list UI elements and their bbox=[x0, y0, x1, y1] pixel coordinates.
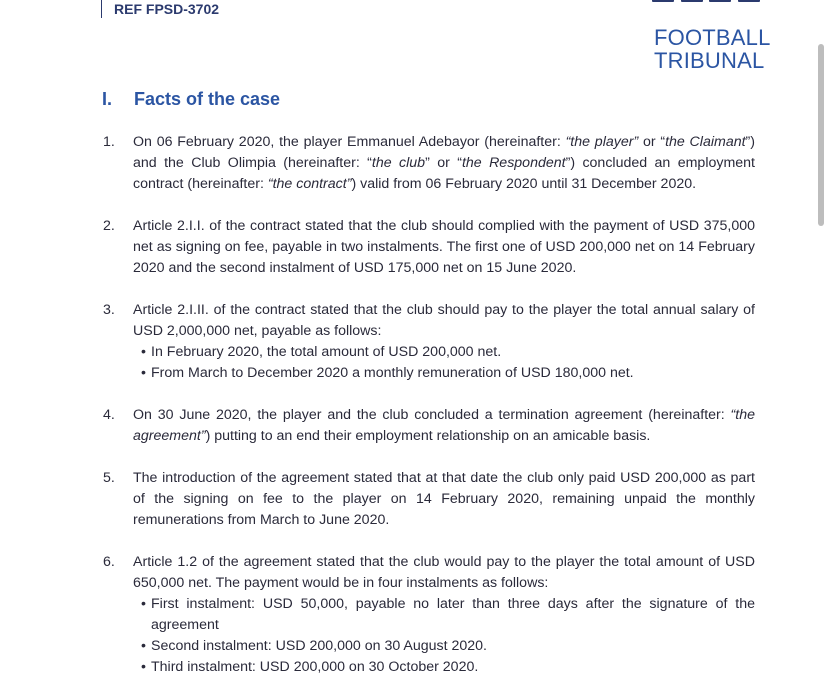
bullet-text: Third instalment: USD 200,000 on 30 October 2020. bbox=[151, 659, 479, 675]
text-run: On 06 February 2020, the player Emmanuel Adebayor (hereinafter: bbox=[133, 134, 566, 150]
item-number: 1. bbox=[103, 134, 115, 150]
item-text bbox=[133, 405, 755, 447]
italic-term: “the agreement” bbox=[133, 407, 755, 444]
section-heading bbox=[102, 89, 280, 110]
bullet-text: First instalment: USD 50,000, payable no later than three days after the signature of the agreement bbox=[151, 596, 755, 633]
item-number: 3. bbox=[103, 302, 115, 318]
text-run: ” or “ bbox=[425, 155, 462, 171]
bullet-icon: • bbox=[141, 596, 146, 612]
item-text bbox=[133, 132, 755, 195]
item-number: 2. bbox=[103, 218, 115, 234]
italic-term: the club bbox=[371, 155, 426, 171]
fact-item-1 bbox=[103, 132, 755, 195]
bullet-item bbox=[133, 636, 755, 657]
bullet-text: In February 2020, the total amount of USD 200,000 net. bbox=[151, 344, 502, 360]
item-text: Article 2.I.I. of the contract stated that the club should complied with the payment of USD 375,000 net as signing on fee, payable in two instalments. The first one of USD 200,000 net on 14 February 2020 and the second instalment of USD 175,000 net on 15 June 2020. bbox=[133, 218, 755, 276]
text-run: or “ bbox=[638, 134, 666, 150]
item-body bbox=[133, 300, 755, 384]
section-number: I. bbox=[102, 89, 113, 109]
bullet-item bbox=[133, 594, 755, 636]
item-number: 6. bbox=[103, 554, 115, 570]
bullet-text: From March to December 2020 a monthly remuneration of USD 180,000 net. bbox=[151, 365, 634, 381]
bullet-item bbox=[133, 363, 755, 384]
text-run: ) valid from 06 February 2020 until 31 December 2020. bbox=[351, 176, 697, 192]
bullet-text: Second instalment: USD 200,000 on 30 August 2020. bbox=[151, 638, 488, 654]
logo-mark bbox=[652, 0, 760, 8]
fact-item-4 bbox=[103, 405, 755, 447]
fact-item-5 bbox=[103, 468, 755, 531]
text-run: ) putting to an end their employment relationship on an amicable basis. bbox=[205, 428, 651, 444]
bullet-item bbox=[133, 342, 755, 363]
fact-item-6 bbox=[103, 552, 755, 678]
italic-term: “the player” bbox=[565, 134, 639, 150]
scrollbar-thumb[interactable] bbox=[818, 44, 824, 226]
logo-line-tribunal: TRIBUNAL bbox=[654, 48, 765, 73]
item-body bbox=[133, 552, 755, 678]
italic-term: the Claimant bbox=[665, 134, 746, 150]
item-text: Article 1.2 of the agreement stated that the club would pay to the player the total amount of USD 650,000 net. The payment would be in four instalments as follows: bbox=[133, 554, 755, 591]
tribunal-logo bbox=[654, 26, 774, 72]
bullet-icon: • bbox=[141, 638, 146, 654]
italic-term: “the contract” bbox=[267, 176, 352, 192]
text-run: On 30 June 2020, the player and the club concluded a termination agreement (hereinafter: bbox=[133, 407, 731, 423]
facts-list bbox=[103, 132, 755, 699]
bullet-icon: • bbox=[141, 365, 146, 381]
text-run: ”) concluded an employment contract (hereinafter: bbox=[133, 155, 755, 192]
text-run: ”) and the Club Olimpia (hereinafter: “ bbox=[133, 134, 755, 171]
logo-line-football: FOOTBALL bbox=[654, 25, 771, 50]
bullet-icon: • bbox=[141, 344, 146, 360]
fact-item-3 bbox=[103, 300, 755, 384]
bullet-icon: • bbox=[141, 659, 146, 675]
item-number: 4. bbox=[103, 407, 115, 423]
item-text: Article 2.I.II. of the contract stated that the club should pay to the player the total annual salary of USD 2,000,000 net, payable as follows: bbox=[133, 302, 755, 339]
italic-term: the Respondent bbox=[461, 155, 566, 171]
item-text: The introduction of the agreement stated that at that date the club only paid USD 200,000 as part of the signing on fee to the player on 14 February 2020, remaining unpaid the monthly remunerations from March to June 2020. bbox=[133, 470, 755, 528]
fact-item-2 bbox=[103, 216, 755, 279]
section-title: Facts of the case bbox=[134, 89, 281, 109]
item-number: 5. bbox=[103, 470, 115, 486]
reference-number: REF FPSD-3702 bbox=[101, 0, 219, 18]
